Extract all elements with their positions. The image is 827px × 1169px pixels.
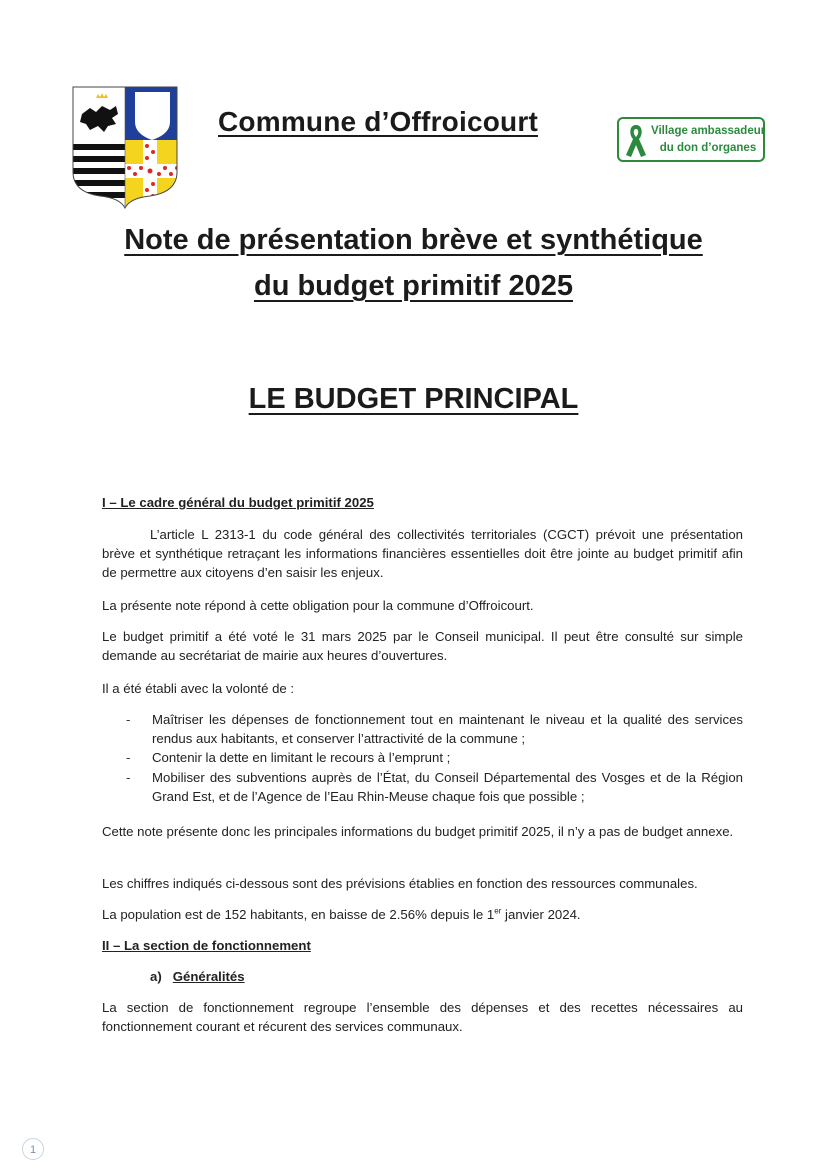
badge-line-2: du don d’organes	[659, 142, 757, 154]
document-title-line-1	[0, 224, 827, 257]
paragraph: Cette note présente donc les principales informations du budget primitif 2025, il n’y a pas de budget annexe.	[102, 824, 734, 839]
population-paragraph	[102, 905, 743, 924]
title-text: du budget primitif 2025	[253, 270, 574, 302]
paragraph: Le budget primitif a été voté le 31 mars 2025 par le Conseil municipal. Il peut être consulté sur simple demande au secrétariat de mairie aux heures d’ouvertures.	[102, 629, 743, 663]
paragraph: Il a été établi avec la volonté de :	[102, 681, 295, 696]
paragraph: Les chiffres indiqués ci-dessous sont des prévisions établies en fonction des ressources communales.	[102, 876, 698, 891]
section-title	[0, 383, 827, 416]
paragraph: La section de fonctionnement regroupe l’ensemble des dépenses et des recettes nécessaires au fonctionnement courant et récurent des services communaux.	[102, 1000, 743, 1034]
bullet-marker: -	[126, 712, 131, 727]
organ-donation-badge	[617, 117, 765, 162]
awareness-ribbon-icon	[623, 123, 649, 159]
badge-line-1: Village ambassadeur	[651, 125, 766, 137]
section-2-heading: II – La section de fonctionnement	[102, 938, 311, 953]
coat-of-arms-icon	[70, 84, 180, 210]
document-title-line-2	[0, 270, 827, 303]
section-1-heading: I – Le cadre général du budget primitif 2025	[102, 495, 374, 510]
subsection-title: Généralités	[172, 969, 245, 984]
paragraph: L’article L 2313-1 du code général des collectivités territoriales (CGCT) prévoit une présentation brève et synthétique retraçant les informations financières essentielles doit être jointe au budget primitif afin de permettre aux citoyens d’en saisir les enjeux.	[102, 527, 743, 580]
subsection-marker: a)	[150, 969, 162, 984]
bullet-item: Maîtriser les dépenses de fonctionnement tout en maintenant le niveau et la qualité des services rendus aux habitants, et conserver l’attractivité de la commune ;	[152, 712, 743, 746]
badge-text	[651, 123, 765, 157]
bullet-item: Mobiliser des subventions auprès de l’État, du Conseil Départemental des Vosges et de la Région Grand Est, et de l’Agence de l’Eau Rhin-Meuse chaque fois que possible ;	[152, 770, 743, 804]
title-text: LE BUDGET PRINCIPAL	[248, 383, 579, 415]
superscript: er	[494, 906, 502, 916]
bullet-item: Contenir la dette en limitant le recours à l’emprunt ;	[152, 750, 451, 765]
paragraph: La présente note répond à cette obligation pour la commune d’Offroicourt.	[102, 598, 534, 613]
commune-title: Commune d’Offroicourt	[218, 106, 538, 137]
population-text-end: janvier 2024.	[501, 907, 581, 922]
page-number: 1	[22, 1138, 44, 1160]
bullet-marker: -	[126, 750, 131, 765]
bullet-marker: -	[126, 770, 131, 785]
title-text: Note de présentation brève et synthétique	[124, 224, 703, 256]
population-text: La population est de 152 habitants, en baisse de 2.56% depuis le 1	[102, 907, 495, 922]
subsection-heading	[150, 967, 550, 986]
